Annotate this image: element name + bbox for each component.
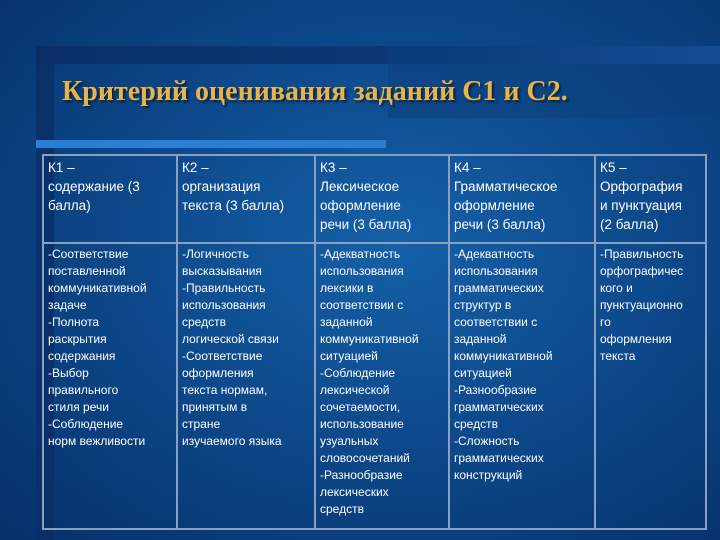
header-cell-k4	[449, 155, 595, 243]
table-header-row	[43, 155, 706, 243]
criteria-table	[42, 154, 707, 530]
slide-title: Критерий оценивания заданий С1 и С2.	[62, 76, 568, 107]
cell-k5	[595, 243, 706, 529]
cell-k4	[449, 243, 595, 529]
header-k2-text: К2 – организация текста (3 балла)	[182, 160, 285, 213]
header-k3-text: К3 – Лексическое оформление речи (3 балла)	[320, 160, 412, 232]
decorative-accent-bar	[36, 140, 386, 148]
header-k5-text: К5 – Орфография и пунктуация (2 балла)	[600, 160, 683, 232]
cell-k1-text: -Соответствие поставленной коммуникативной задаче -Полнота раскрытия содержания -Выбор правильного стиля речи -Соблюдение норм вежливости	[48, 247, 147, 448]
cell-k1	[43, 243, 177, 529]
cell-k2	[177, 243, 315, 529]
cell-k3-text: -Адекватность использования лексики в соответствии с заданной коммуникативной ситуацией -Соблюдение лексической сочетаемости, использование узуальных словосочетаний -Разнообразие лексических средств	[320, 247, 419, 516]
cell-k3	[315, 243, 449, 529]
table-row	[43, 243, 706, 529]
header-cell-k2	[177, 155, 315, 243]
header-cell-k3	[315, 155, 449, 243]
cell-k2-text: -Логичность высказывания -Правильность использования средств логической связи -Соответствие оформления текста нормам, принятым в стране изучаемого языка	[182, 247, 282, 448]
header-cell-k1	[43, 155, 177, 243]
cell-k4-text: -Адекватность использования грамматических структур в соответствии с заданной коммуникативной ситуацией -Разнообразие грамматических средств -Сложность грамматических конструкций	[454, 247, 553, 482]
header-cell-k5	[595, 155, 706, 243]
header-k4-text: К4 – Грамматическое оформление речи (3 балла)	[454, 160, 558, 232]
cell-k5-text: -Правильность орфографичес кого и пунктуационно го оформления текста	[600, 247, 684, 363]
header-k1-text: К1 – содержание (3 балла)	[48, 160, 140, 213]
